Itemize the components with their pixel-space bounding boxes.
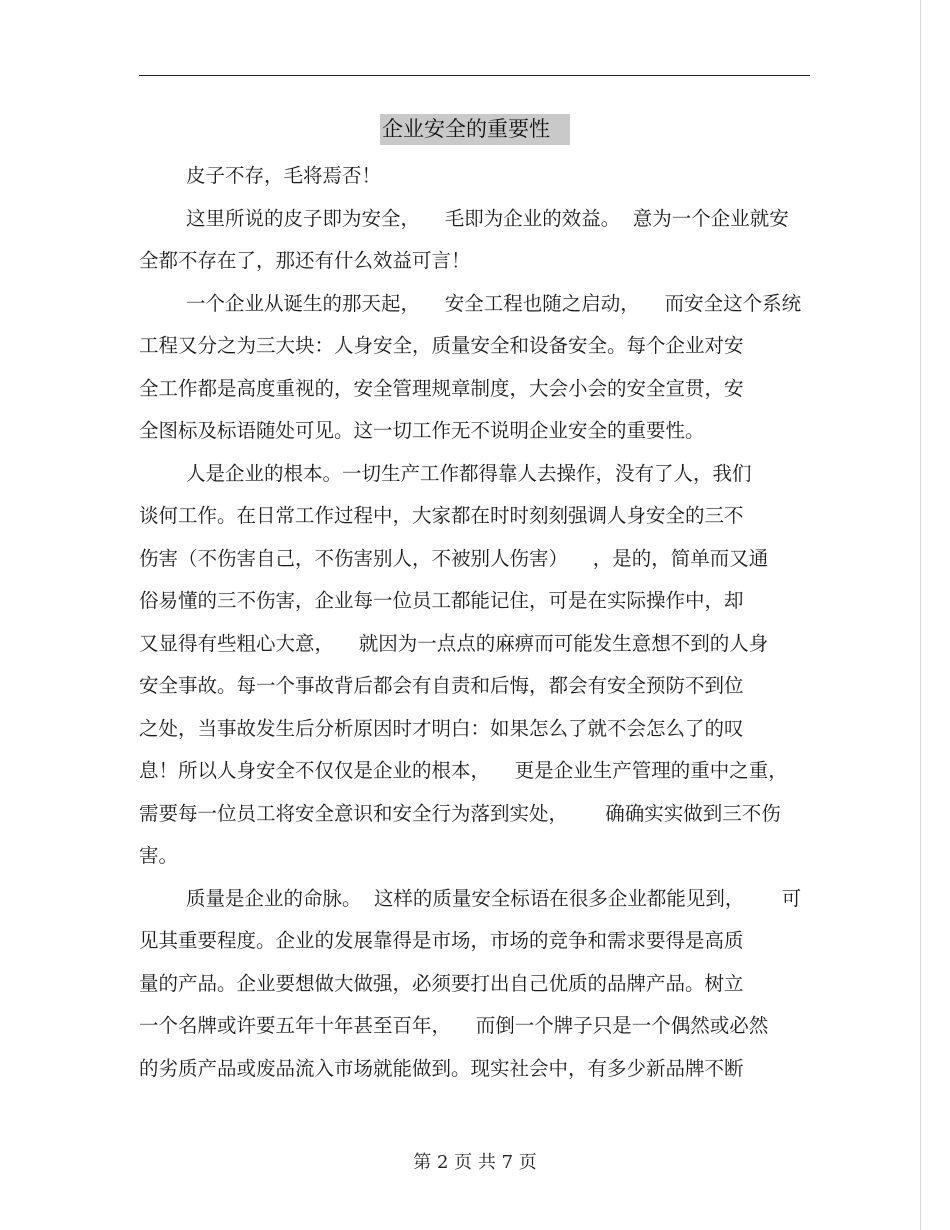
- text-line: 俗易懂的三不伤害，企业每一位员工都能记住，可是在实际操作中，却: [139, 589, 744, 612]
- text-line: 害。: [139, 844, 179, 867]
- text-line: 量的产品。企业要想做大做强，必须要打出自己优质的品牌产品。树立: [139, 971, 744, 995]
- text-line: 之处，当事故发生后分析原因时才明白：如果怎么了就不会怎么了的叹: [139, 716, 744, 740]
- text-line: 谈何工作。在日常工作过程中，大家都在时时刻刻强调人身安全的三不: [139, 504, 744, 527]
- text-line: 人是企业的根本。一切生产工作都得靠人去操作，没有了人，我们: [186, 461, 752, 485]
- text-line: 全都不存在了，那还有什么效益可言！: [139, 249, 471, 272]
- text-line: 又显得有些粗心大意， 就因为一点点的麻痹而可能发生意想不到的人身: [139, 631, 769, 655]
- text-line: 需要每一位员工将安全意识和安全行为落到实处， 确确实实做到三不伤: [139, 801, 781, 825]
- text-line: 一个名牌或许要五年十年甚至百年， 而倒一个牌子只是一个偶然或必然: [139, 1014, 769, 1037]
- document-title: 企业安全的重要性: [380, 114, 570, 145]
- text-line: 见其重要程度。企业的发展靠得是市场，市场的竞争和需求要得是高质: [139, 929, 744, 952]
- text-line: 这里所说的皮子即为安全， 毛即为企业的效益。 意为一个企业就安: [186, 206, 789, 230]
- text-line: 全图标及标语随处可见。这一切工作无不说明企业安全的重要性。: [139, 419, 705, 442]
- page-number-footer: 第 2 页 共 7 页: [413, 1152, 537, 1173]
- header-rule: [139, 75, 810, 76]
- text-line: 全工作都是高度重视的，安全管理规章制度，大会小会的安全宣贯，安: [139, 376, 744, 400]
- page-edge-divider: [920, 0, 921, 1230]
- text-line: 工程又分之为三大块：人身安全，质量安全和设备安全。每个企业对安: [139, 334, 744, 357]
- title-container: [0, 114, 950, 145]
- text-line: 安全事故。每一个事故背后都会有自责和后悔，都会有安全预防不到位: [139, 674, 744, 697]
- text-line: 的劣质产品或废品流入市场就能做到。现实社会中，有多少新品牌不断: [139, 1056, 744, 1080]
- document-body: [139, 155, 811, 1090]
- text-line: 皮子不存，毛将焉否！: [186, 164, 382, 187]
- text-line: 一个企业从诞生的那天起， 安全工程也随之启动， 而安全这个系统: [186, 291, 802, 315]
- text-line: 质量是企业的命脉。 这样的质量安全标语在很多企业都能见到， 可: [186, 886, 802, 910]
- text-line: 息！所以人身安全不仅仅是企业的根本， 更是企业生产管理的重中之重，: [139, 759, 788, 782]
- text-line: 伤害（不伤害自己，不伤害别人，不被别人伤害） ，是的，简单而又通: [139, 546, 769, 570]
